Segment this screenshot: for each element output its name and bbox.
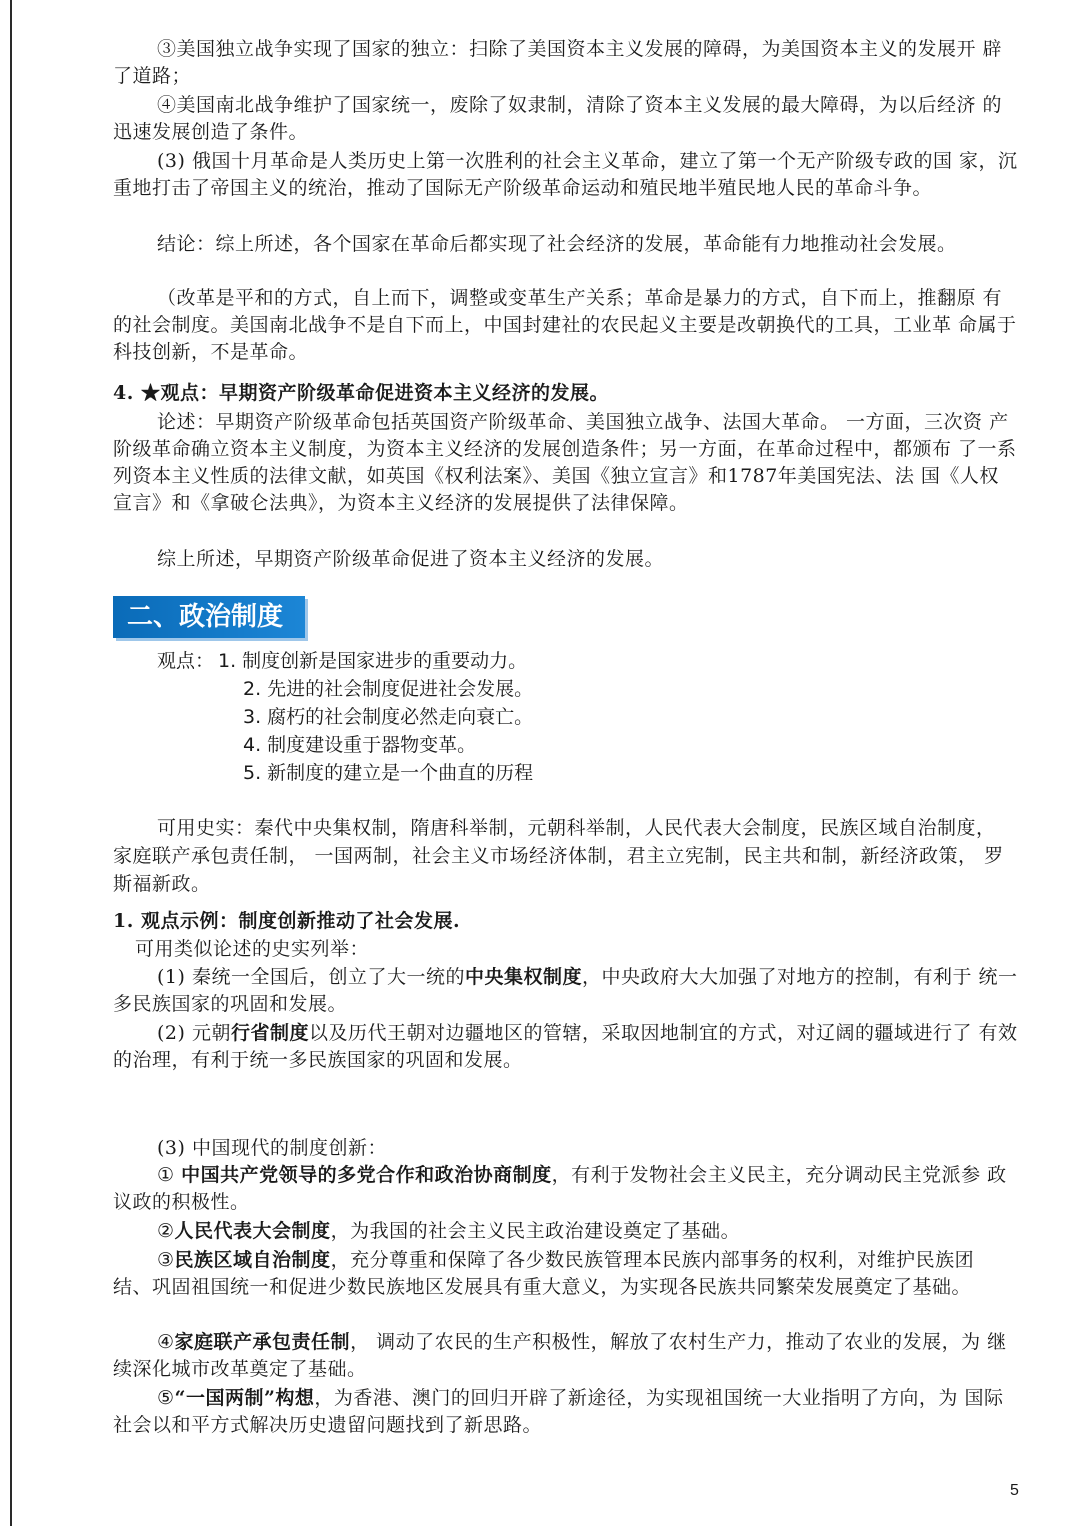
section-title: 二、政治制度 xyxy=(127,602,284,632)
paragraph-facts-intro: 可用类似论述的史实列举： xyxy=(135,938,370,960)
viewpoints-label: 观点： xyxy=(157,650,215,672)
paragraph-summary: 综上所述，早期资产阶级革命促进了资本主义经济的发展。 xyxy=(157,548,665,570)
paragraph-yuan-province: (2) 元朝行省制度以及历代王朝对边疆地区的管辖，采取因地制宜的方式，对辽阔的疆域进行了 有效的治理，有利于统一多民族国家的巩固和发展。 xyxy=(113,1022,1018,1071)
heading-example-1: 1. 观点示例：制度创新推动了社会发展. xyxy=(113,910,461,932)
paragraph-conclusion: 结论：综上所述，各个国家在革命后都实现了社会经济的发展，革命能有力地推动社会发展。 xyxy=(157,233,957,255)
viewpoint-item: 1. 制度创新是国家进步的重要动力。 xyxy=(218,650,528,672)
viewpoint-item: 2. 先进的社会制度促进社会发展。 xyxy=(243,678,534,700)
paragraph-one-country-two-systems: ⑤“一国两制”构想，为香港、澳门的回归开辟了新途径，为实现祖国统一大业指明了方向，为 国际社会以和平方式解决历史遗留问题找到了新思路。 xyxy=(113,1387,1004,1436)
paragraph-qin-centralization: (1) 秦统一全国后，创立了大一统的中央集权制度，中央政府大大加强了对地方的控制，有利于 统一多民族国家的巩固和发展。 xyxy=(113,966,1018,1015)
page-number: 5 xyxy=(1010,1482,1019,1499)
paragraph-american-independence: ③美国独立战争实现了国家的独立：扫除了美国资本主义发展的障碍，为美国资本主义的发展开 辟了道路； xyxy=(113,38,1003,87)
paragraph-modern-innovation: (3) 中国现代的制度创新： xyxy=(157,1137,387,1159)
viewpoint-item: 4. 制度建设重于器物变革。 xyxy=(243,734,477,756)
viewpoint-item: 5. 新制度的建立是一个曲直的历程 xyxy=(243,762,534,784)
paragraph-household-contract: ④家庭联产承包责任制， 调动了农民的生产积极性，解放了农村生产力，推动了农业的发展，为 继续深化城市改革奠定了基础。 xyxy=(113,1331,1007,1380)
left-margin-rule xyxy=(10,0,12,1526)
paragraph-multi-party: ① 中国共产党领导的多党合作和政治协商制度，有利于发物社会主义民主，充分调动民主党派参 政议政的积极性。 xyxy=(113,1164,1007,1213)
paragraph-october-revolution: (3) 俄国十月革命是人类历史上第一次胜利的社会主义革命，建立了第一个无产阶级专政的国 家，沉重地打击了帝国主义的统治，推动了国际无产阶级革命运动和殖民地半殖民地人民的革命斗争。 xyxy=(113,150,1018,199)
paragraph-argument: 论述：早期资产阶级革命包括英国资产阶级革命、美国独立战争、法国大革命。 一方面，三次资 产阶级革命确立资本主义制度，为资本主义经济的发展创造条件；另一方面，在革命过程中，都颁布 了一系列资本主义性质的法律文献，如英国《权利法案》、美国《独立宣言》和1787年美国宪法、法 国《人权宣言》和《拿破仑法典》，为资本主义经济的发展提供了法律保障。 xyxy=(113,411,1017,514)
paragraph-regional-autonomy: ③民族区域自治制度，充分尊重和保障了各少数民族管理本民族内部事务的权利，对维护民族团 结、巩固祖国统一和促进少数民族地区发展具有重大意义，为实现各民族共同繁荣发展奠定了基础。 xyxy=(113,1249,975,1298)
heading-point-4: 4. ★观点：早期资产阶级革命促进资本主义经济的发展。 xyxy=(113,382,609,404)
paragraph-american-civil-war: ④美国南北战争维护了国家统一，废除了奴隶制，清除了资本主义发展的最大障碍，为以后经济 的迅速发展创造了条件。 xyxy=(113,94,1003,143)
paragraph-reform-note: （改革是平和的方式，自上而下，调整或变革生产关系；革命是暴力的方式，自下而上，推翻原 有的社会制度。美国南北战争不是自下而上，中国封建社的农民起义主要是改朝换代的工具，工业革 命属于科技创新，不是革命。 xyxy=(113,287,1017,363)
paragraph-historical-facts: 可用史实：秦代中央集权制，隋唐科举制，元朝科举制，人民代表大会制度，民族区域自治制度， 家庭联产承包责任制， 一国两制，社会主义市场经济体制，君主立宪制，民主共和制，新经济政策， 罗斯福新政。 xyxy=(113,817,1004,895)
viewpoint-item: 3. 腐朽的社会制度必然走向衰亡。 xyxy=(243,706,534,728)
section-banner xyxy=(113,596,305,638)
paragraph-npc: ②人民代表大会制度，为我国的社会主义民主政治建设奠定了基础。 xyxy=(157,1220,741,1242)
